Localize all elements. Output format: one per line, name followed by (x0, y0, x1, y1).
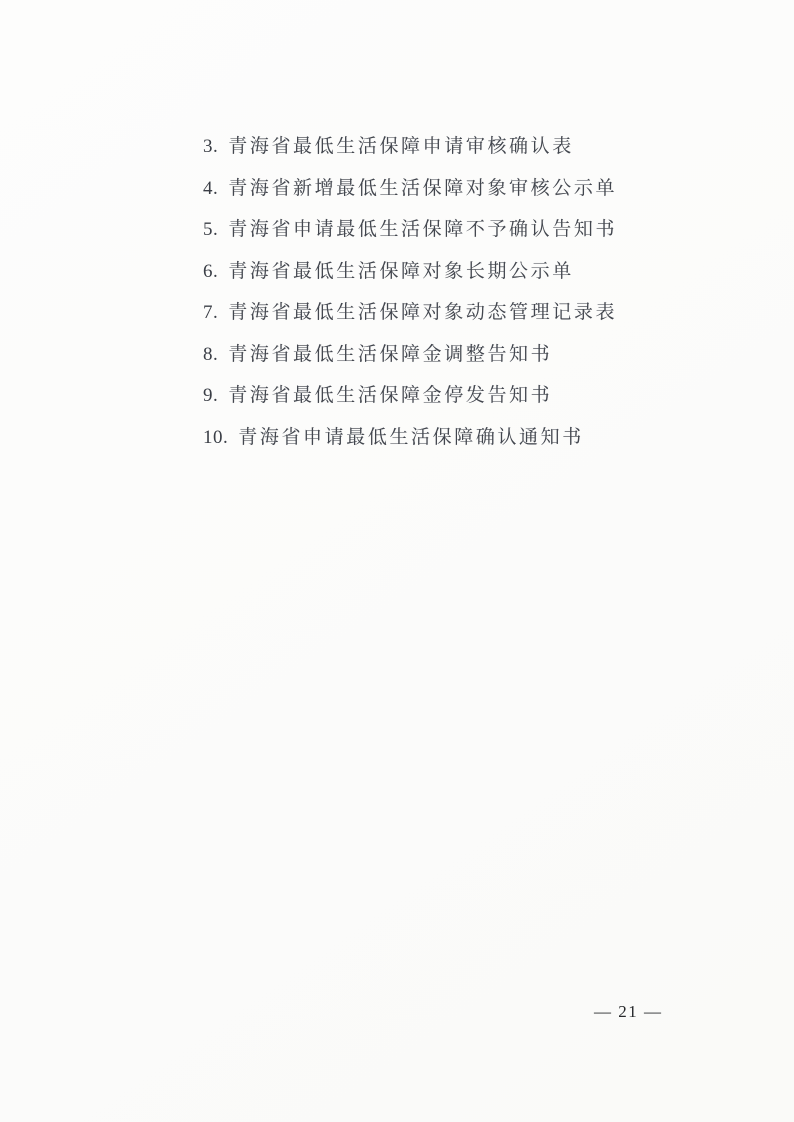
list-item-text: 青海省最低生活保障对象长期公示单 (228, 260, 574, 282)
list-item-number: 5. (203, 219, 219, 240)
list-item-text: 青海省最低生活保障申请审核确认表 (228, 136, 574, 157)
list-item (203, 219, 617, 240)
list-item (203, 261, 617, 282)
list-item (203, 427, 617, 448)
list-item-text: 青海省最低生活保障金停发告知书 (228, 385, 553, 406)
page-number: — 21 — (594, 1002, 663, 1021)
list-item (203, 302, 617, 323)
attachment-list (203, 136, 617, 448)
list-item (203, 344, 617, 365)
list-item (203, 385, 617, 406)
list-item-text: 青海省申请最低生活保障确认通知书 (238, 426, 584, 448)
list-item-number: 9. (203, 385, 219, 406)
list-item-number: 10. (203, 426, 229, 448)
list-item-number: 8. (203, 343, 219, 365)
list-item-number: 4. (203, 177, 219, 199)
list-item-number: 3. (203, 136, 219, 157)
list-item-text: 青海省最低生活保障对象动态管理记录表 (228, 302, 618, 323)
list-item-number: 6. (203, 260, 219, 282)
list-item-number: 7. (203, 302, 219, 323)
list-item (203, 178, 617, 199)
list-item-text: 青海省申请最低生活保障不予确认告知书 (228, 219, 618, 240)
list-item-text: 青海省新增最低生活保障对象审核公示单 (228, 177, 618, 199)
list-item (203, 136, 617, 157)
list-item-text: 青海省最低生活保障金调整告知书 (228, 343, 553, 365)
